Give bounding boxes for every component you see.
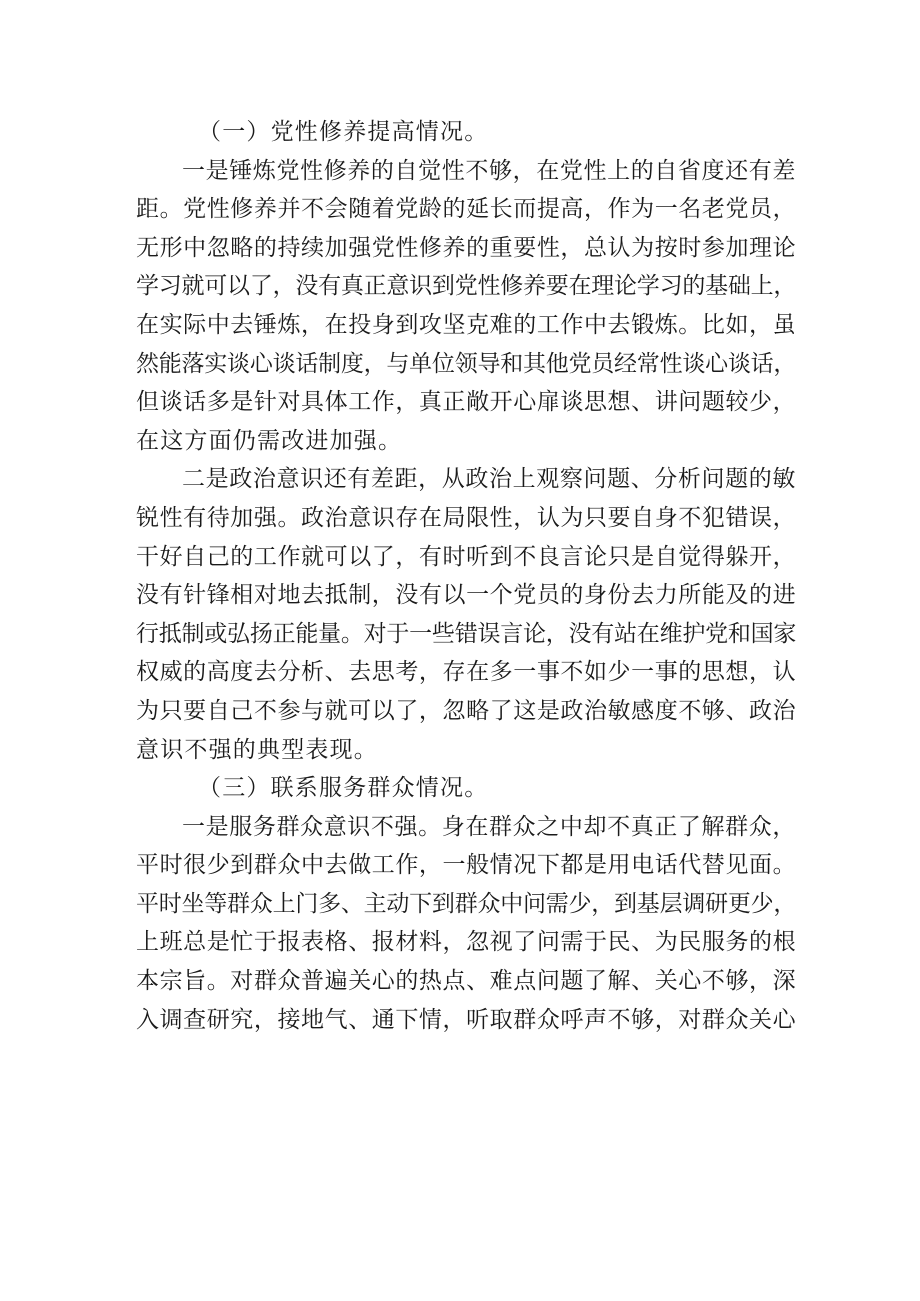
paragraph-line: 距。党性修养并不会随着党龄的延长而提高，作为一名老党员， [136, 196, 796, 223]
paragraph-line: 意识不强的典型表现。 [136, 736, 378, 763]
paragraph-line: 为只要自己不参与就可以了，忽略了这是政治敏感度不够、政治 [136, 697, 796, 724]
paragraph-line: 一是锤炼党性修养的自觉性不够，在党性上的自省度还有差 [182, 157, 796, 184]
paragraph-line: 行抵制或弘扬正能量。对于一些错误言论，没有站在维护党和国家 [136, 620, 796, 647]
paragraph-line: 在实际中去锤炼，在投身到攻坚克难的工作中去锻炼。比如，虽 [136, 311, 796, 338]
paragraph-line: 无形中忽略的持续加强党性修养的重要性，总认为按时参加理论 [136, 234, 796, 261]
paragraph-line: 二是政治意识还有差距，从政治上观察问题、分析问题的敏 [182, 466, 796, 493]
paragraph-line: 入调查研究，接地气、通下情，听取群众呼声不够，对群众关心 [136, 1006, 796, 1033]
section-heading-party-cultivation: （一）党性修养提高情况。 [198, 119, 489, 145]
paragraph-line: 平时坐等群众上门多、主动下到群众中问需少，到基层调研更少， [136, 890, 796, 917]
paragraph-line: 干好自己的工作就可以了，有时听到不良言论只是自觉得躲开， [136, 543, 796, 570]
paragraph-line: 一是服务群众意识不强。身在群众之中却不真正了解群众， [182, 813, 796, 840]
paragraph-line: 平时很少到群众中去做工作，一般情况下都是用电话代替见面。 [136, 852, 796, 879]
paragraph-line: 上班总是忙于报表格、报材料，忽视了问需于民、为民服务的根 [136, 929, 796, 956]
paragraph-line: 然能落实谈心谈话制度，与单位领导和其他党员经常性谈心谈话， [136, 350, 796, 377]
paragraph-line: 学习就可以了，没有真正意识到党性修养要在理论学习的基础上， [136, 273, 796, 300]
section-heading-serving-masses: （三）联系服务群众情况。 [198, 775, 489, 802]
document-body [136, 113, 796, 1039]
paragraph-line: 但谈话多是针对具体工作，真正敞开心扉谈思想、讲问题较少， [136, 389, 796, 416]
paragraph-line: 锐性有待加强。政治意识存在局限性，认为只要自身不犯错误， [136, 504, 796, 531]
paragraph-line: 权威的高度去分析、去思考，存在多一事不如少一事的思想，认 [136, 659, 796, 686]
paragraph-line: 没有针锋相对地去抵制，没有以一个党员的身份去力所能及的进 [136, 582, 796, 609]
paragraph-line: 本宗旨。对群众普遍关心的热点、难点问题了解、关心不够，深 [136, 968, 796, 995]
paragraph-line: 在这方面仍需改进加强。 [136, 427, 403, 454]
